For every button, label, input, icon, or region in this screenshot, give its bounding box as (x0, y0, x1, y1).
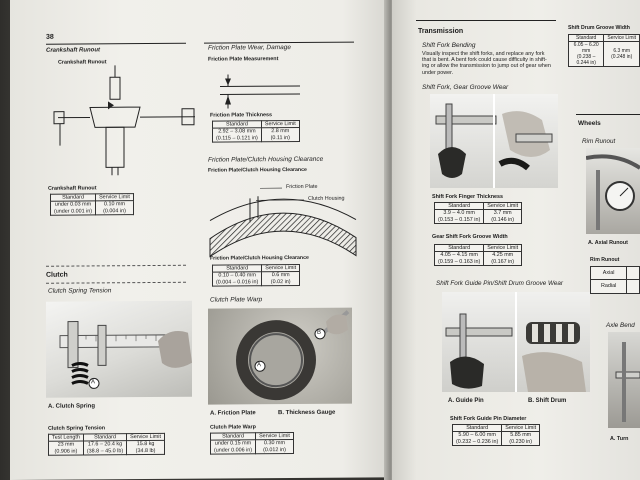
guide-pin-caption-b: B. Shift Drum (528, 398, 567, 404)
warp-heading: Clutch Plate Warp (210, 296, 263, 304)
spring-marker-a: A (91, 379, 96, 386)
clearance-fig-label: Friction Plate/Clutch Housing Clearance (208, 166, 307, 174)
table-header: Standard (435, 245, 484, 252)
table-header: Test Length (49, 434, 84, 442)
finger-thickness-table (434, 202, 522, 224)
table-header: Service Limit (127, 433, 165, 441)
bending-body: Visually inspect the shift forks, and replace any fork that is bent. A bent fork could cause difficulty in shift- ing or allow the transmission to jump out of gear when under power. (422, 51, 551, 76)
table-row-label: Radial (591, 280, 627, 293)
groove-width-table (434, 244, 522, 266)
warp-marker-b: B (317, 329, 322, 336)
warp-caption-a: A. Friction Plate (210, 410, 256, 417)
table-cell: 2.8 mm (0.11 in) (261, 128, 299, 142)
table-cell: 3.9 – 4.0 mm (0.153 – 0.157 in) (435, 210, 484, 224)
table-cell: 4.05 – 4.15 mm (0.159 – 0.163 in) (435, 252, 484, 266)
table-cell: 6.05 – 6.20 mm (0.238 – 0.244 in) (569, 42, 604, 67)
table-header: Standard (435, 203, 484, 210)
table-header: Service Limit (256, 433, 294, 441)
table-header: Service Limit (262, 264, 300, 272)
clearance-table (212, 264, 300, 287)
friction-thickness-table (212, 120, 300, 143)
clutch-plate-photo (208, 308, 352, 405)
left-page (10, 0, 388, 480)
table-cell: 0.6 mm (0.02 in) (262, 272, 300, 286)
table-header: Standard (569, 35, 604, 42)
rim-runout-table (590, 266, 640, 294)
crank-heading: Crankshaft Runout (46, 47, 100, 54)
table-cell: 0.10 mm (0.004 in) (96, 201, 134, 215)
guide-pin-caption-a: A. Guide Pin (448, 398, 484, 404)
table-cell: 4.25 mm (0.167 in) (484, 252, 522, 266)
table-cell: 0.30 mm (0.012 in) (256, 440, 294, 454)
crankshaft-diagram (50, 65, 200, 178)
drum-width-title: Shift Drum Groove Width (568, 25, 630, 31)
table-cell: 17.6 – 20.4 kg (38.8 – 45.0 lb) (83, 441, 126, 455)
wheels-section-title: Wheels (578, 120, 601, 127)
table-header: Service Limit (484, 203, 522, 210)
axle-bend-photo (608, 332, 640, 428)
spring-caption: A. Clutch Spring (48, 403, 95, 410)
table-cell: 6.3 mm (0.248 in) (604, 42, 640, 67)
table-header: Standard (51, 194, 96, 202)
warp-caption-b: B. Thickness Gauge (278, 409, 336, 417)
spring-table-title: Clutch Spring Tension (48, 425, 106, 432)
section-divider (46, 282, 186, 284)
table-cell: 2.92 – 3.08 mm (0.115 – 0.121 in) (213, 128, 262, 142)
shift-fork-photos (430, 94, 558, 188)
guide-pin-heading: Shift Fork Guide Pin/Shift Drum Groove Wear (436, 280, 563, 287)
table-cell: 3.7 mm (0.146 in) (484, 210, 522, 224)
table-header: Service Limit (261, 120, 299, 128)
table-header: Service Limit (502, 425, 540, 432)
guide-pin-photos (442, 292, 590, 392)
table-header: Service Limit (484, 245, 522, 252)
friction-table-title: Friction Plate Thickness (210, 112, 273, 119)
friction-wear-heading: Friction Plate Wear, Damage (208, 44, 291, 52)
warp-marker-a: A (257, 362, 262, 369)
table-header: Standard (213, 265, 262, 273)
warp-table (210, 432, 294, 455)
table-header: Standard (211, 433, 256, 441)
warp-table-title: Clutch Plate Warp (210, 424, 256, 431)
header-rule (46, 43, 186, 45)
table-cell: 0.10 – 0.40 mm (0.004 – 0.016 in) (213, 272, 262, 286)
transmission-section-title: Transmission (418, 28, 464, 35)
spring-tension-heading: Clutch Spring Tension (48, 287, 112, 295)
rim-table-title: Rim Runout (590, 257, 620, 263)
table-cell: under 0.15 mm (under 0.006 in) (211, 440, 256, 454)
finger-table-title: Shift Fork Finger Thickness (432, 194, 503, 200)
table-cell: 5.85 mm (0.230 in) (502, 432, 540, 446)
table-cell: under 0.03 mm (under 0.001 in) (51, 201, 96, 215)
clearance-diagram (208, 178, 358, 261)
clearance-table-title: Friction Plate/Clutch Housing Clearance (210, 254, 309, 262)
right-page (392, 0, 640, 480)
bending-heading: Shift Fork Bending (422, 42, 476, 49)
friction-measurement-label: Friction Plate Measurement (208, 56, 279, 63)
guide-pin-table (452, 424, 540, 446)
table-cell: 5.90 – 6.00 mm (0.232 – 0.236 in) (453, 432, 502, 446)
table-cell: 23 mm (0.906 in) (49, 441, 84, 455)
table-header: Standard (83, 434, 126, 442)
clearance-heading: Friction Plate/Clutch Housing Clearance (208, 155, 324, 164)
table-header: Standard (213, 121, 262, 129)
crank-table-title: Crankshaft Runout (48, 185, 97, 192)
rim-runout-heading: Rim Runout (582, 138, 616, 145)
friction-measurement-diagram (210, 64, 360, 111)
section-divider (46, 265, 186, 267)
groove-width-table-title: Gear Shift Fork Groove Width (432, 234, 508, 240)
axle-bend-heading: Axle Bend (606, 322, 635, 329)
table-header: Service Limit (604, 35, 640, 42)
table-header: Service Limit (96, 194, 134, 202)
axial-runout-caption: A. Axial Runout (588, 240, 628, 246)
callout-clutch-housing: Clutch Housing (308, 195, 345, 202)
groove-wear-heading: Shift Fork, Gear Groove Wear (422, 84, 509, 91)
table-cell: 15.8 kg (34.8 lb) (127, 441, 165, 455)
table-header: Standard (453, 425, 502, 432)
header-rule (416, 20, 556, 21)
crank-runout-table (50, 193, 134, 216)
crank-fig-label: Crankshaft Runout (58, 59, 107, 66)
clutch-section-title: Clutch (46, 271, 68, 279)
callout-friction-plate: Friction Plate (286, 183, 318, 191)
drum-width-table (568, 34, 640, 67)
wheels-rule (576, 114, 640, 115)
guide-pin-table-title: Shift Fork Guide Pin Diameter (450, 416, 527, 422)
rim-runout-photo (586, 148, 640, 234)
clutch-spring-photo (46, 301, 192, 398)
table-row-label: Axial (591, 267, 627, 280)
axle-caption: A. Turn (610, 436, 629, 442)
spring-tension-table (48, 433, 165, 456)
page-number: 38 (46, 33, 54, 41)
